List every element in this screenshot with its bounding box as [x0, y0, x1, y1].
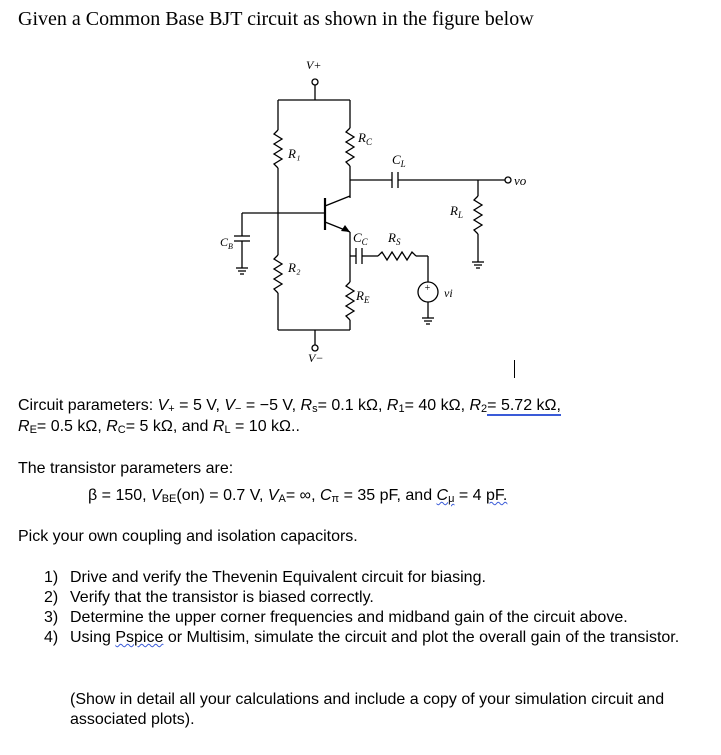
- source-plus-sign: +: [424, 283, 431, 294]
- list-item: 1) Drive and verify the Thevenin Equivalent circuit for biasing.: [44, 569, 486, 586]
- pick-capacitors-text: Pick your own coupling and isolation capacitors.: [18, 528, 358, 545]
- question-title: Given a Common Base BJT circuit as shown in the figure below: [18, 8, 534, 30]
- rl-label: $R_L$: [450, 203, 463, 220]
- rs-resistor: [378, 252, 416, 260]
- vi-label: vi: [444, 286, 453, 300]
- instructions-note: (Show in detail all your calculations and include a copy of your simulation circuit and associated plots).: [70, 691, 665, 728]
- cl-label: $C_L$: [392, 152, 406, 169]
- task-list: [44, 568, 695, 648]
- circuit-parameters-line2: $R_E= 0.5$ kΩ, $R_C= 5$ kΩ, and $R_L = 10$ kΩ..: [18, 418, 300, 436]
- bjt-collector-lead: [325, 196, 350, 206]
- vplus-label: V+: [306, 58, 322, 72]
- vo-terminal: [505, 177, 511, 183]
- rl-resistor: [474, 196, 482, 234]
- rs-label: $R_S$: [388, 230, 401, 247]
- r1-label: R₁: [288, 146, 301, 161]
- circuit-parameters: Circuit parameters: $V_+ = 5$ V, $V_- = -5$ V, $R_s= 0.1$ kΩ, $R_1= 40$ kΩ, $R_2= 5.72$ kΩ,: [18, 397, 561, 415]
- transistor-heading: The transistor parameters are:: [18, 460, 234, 477]
- cb-label: $C_B$: [220, 235, 233, 251]
- rc-resistor: [346, 128, 354, 166]
- list-item: 3) Determine the upper corner frequencies and midband gain of the circuit above.: [44, 609, 628, 626]
- re-resistor: [346, 282, 354, 320]
- r2-label: R₂: [288, 260, 301, 275]
- rc-label: $R_C$: [358, 130, 372, 147]
- cc-label: $C_C$: [353, 230, 368, 247]
- text-cursor: [514, 360, 515, 378]
- transistor-parameters: β = 150, $V_{BE}(on) = 0.7$ V, $V_A=$ ∞, $C_\pi = 35$ pF, and $C_\mu = 4$ pF.: [88, 487, 508, 505]
- r2-resistor: [274, 255, 282, 293]
- vplus-terminal: [312, 79, 318, 85]
- list-item: 4) Using Pspice or Multisim, simulate the circuit and plot the overall gain of the transistor.: [44, 629, 680, 646]
- vo-label: vo: [514, 173, 527, 188]
- r1-resistor: [274, 130, 282, 168]
- list-item: 2) Verify that the transistor is biased correctly.: [44, 589, 374, 606]
- vminus-label: V−: [308, 351, 324, 365]
- re-label: $R_E$: [356, 288, 370, 305]
